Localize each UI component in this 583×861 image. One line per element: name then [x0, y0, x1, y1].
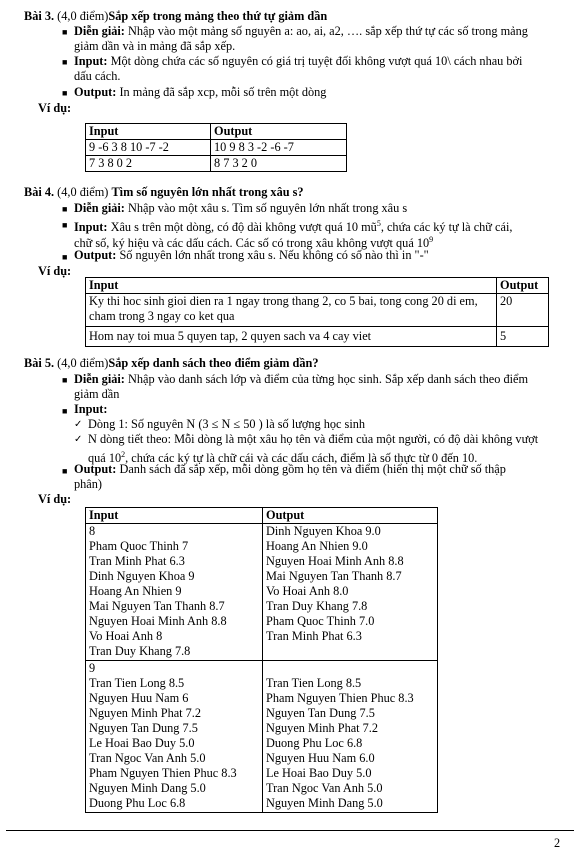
bai4-desc-label: Diễn giải:: [74, 201, 125, 215]
list-item: Nguyen Tan Dung 7.5: [89, 721, 198, 735]
bai3-desc-label: Diễn giải:: [74, 24, 125, 38]
list-item: Tran Duy Khang 7.8: [89, 644, 191, 658]
table-cell-output: 5: [497, 327, 549, 347]
bai5-example-label: Ví dụ:: [38, 492, 72, 506]
bai4-input-text-cont: , chứa các ký tự là chữ cái,: [380, 220, 513, 235]
table-row: [86, 140, 347, 156]
bullet-icon: ■: [62, 466, 68, 476]
list-item: Nguyen Tan Dung 7.5: [266, 706, 375, 720]
bai3-title: Sắp xếp trong mảng theo thứ tự giảm dần: [108, 9, 328, 23]
bai4-output-line: [74, 248, 429, 263]
bai5-input-line2: N dòng tiết theo: Mỗi dòng là một xâu họ tên và điểm của một người, có độ dài không vượt: [88, 432, 539, 446]
table-header-row: [86, 508, 438, 524]
bai3-input-line1: [74, 54, 522, 69]
list-item: Tran Ngoc Van Anh 5.0: [89, 751, 206, 765]
page-number: 2: [554, 836, 561, 850]
bai3-label: Bài 3.: [24, 9, 55, 23]
table-header-input: Input: [86, 508, 263, 524]
table-cell-input: 7 3 8 0 2: [86, 156, 211, 172]
bai3-output-line: [74, 85, 326, 100]
table-row: [86, 156, 347, 172]
table-header-row: [86, 124, 347, 140]
list-item: Nguyen Minh Phat 7.2: [89, 706, 202, 720]
bai4-output-label: Output:: [74, 248, 117, 262]
superscript: 5: [376, 219, 381, 228]
list-item: Pham Nguyen Thien Phuc 8.3: [89, 766, 237, 780]
list-item: Tran Tien Long 8.5: [266, 676, 362, 690]
table-cell-input: Hom nay toi mua 5 quyen tap, 2 quyen sach va 4 cay viet: [86, 327, 497, 347]
bullet-icon: ■: [62, 88, 68, 98]
table-header-output: Output: [497, 278, 549, 294]
bai5-title: Sắp xếp danh sách theo điểm giảm dần?: [108, 356, 319, 370]
checkmark-icon: ✓: [74, 419, 83, 430]
bai3-desc-text: Nhập vào một mảng số nguyên a: ao, ai, a2, …. sắp xếp thứ tự các số trong mảng: [127, 24, 528, 38]
bai3-output-text: In mảng đã sắp xcp, mỗi số trên một dòng: [119, 85, 327, 99]
bullet-icon: ■: [62, 57, 68, 67]
table-header-input: Input: [86, 278, 497, 294]
list-item: Vo Hoai Anh 8: [89, 629, 163, 643]
list-item: Le Hoai Bao Duy 5.0: [89, 736, 195, 750]
list-item: 8: [89, 524, 96, 538]
table-header-input: Input: [86, 124, 211, 140]
bai3-example-label: Ví dụ:: [38, 101, 72, 115]
list-item: Duong Phu Loc 6.8: [89, 796, 186, 810]
bai5-heading: [24, 356, 319, 371]
bai3-points: (4,0 điểm): [57, 9, 109, 23]
list-item: Pham Quoc Thinh 7: [89, 539, 189, 553]
bai4-input-label: Input:: [74, 220, 108, 235]
list-item: Nguyen Hoai Minh Anh 8.8: [89, 614, 227, 628]
checkmark-icon: ✓: [74, 434, 83, 445]
bai5-desc-text: Nhập vào danh sách lớp và điểm của từng học sinh. Sắp xếp danh sách theo điểm: [127, 372, 529, 386]
bai5-label: Bài 5.: [24, 356, 55, 370]
bai5-output-text: Danh sách đã sắp xếp, mỗi dòng gồm họ tên và điểm (hiển thị một chữ số thập: [119, 462, 506, 476]
table-row: [86, 294, 549, 327]
bullet-icon: ■: [62, 27, 68, 37]
bai3-input-text: Một dòng chứa các số nguyên có giá trị tuyệt đối không vượt quá 10\ cách nhau bởi: [110, 54, 523, 68]
table-cell-output: [263, 661, 438, 813]
bai3-input-label: Input:: [74, 54, 108, 68]
list-item: Tran Ngoc Van Anh 5.0: [266, 781, 383, 795]
bai4-label: Bài 4.: [24, 185, 55, 199]
bai4-heading: [24, 185, 304, 200]
bai5-output-line2: phân): [74, 477, 102, 491]
list-item: Nguyen Huu Nam 6.0: [266, 751, 375, 765]
list-item: Dinh Nguyen Khoa 9: [89, 569, 195, 583]
list-item: Pham Quoc Thinh 7.0: [266, 614, 375, 628]
list-item: Tran Duy Khang 7.8: [266, 599, 368, 613]
table-row: [86, 524, 438, 661]
bai3-example-table: [85, 123, 347, 172]
table-cell-input: [86, 661, 263, 813]
bullet-icon: ■: [62, 220, 68, 230]
table-header-row: [86, 278, 549, 294]
bai4-example-table: [85, 277, 549, 347]
list-item: Tran Minh Phat 6.3: [266, 629, 362, 643]
bai4-desc-line: [74, 201, 407, 216]
list-item: Hoang An Nhien 9.0: [266, 539, 368, 553]
bai4-output-text: Số nguyên lớn nhất trong xâu s. Nếu không có số nào thì in "-": [119, 248, 429, 262]
bai3-output-label: Output:: [74, 85, 117, 99]
bai5-output-line1: [74, 462, 506, 477]
bullet-icon: ■: [62, 204, 68, 214]
bai4-example-label: Ví dụ:: [38, 264, 72, 278]
table-cell-input: 9 -6 3 8 10 -7 -2: [86, 140, 211, 156]
bai4-desc-text: Nhập vào một xâu s. Tìm số nguyên lớn nhất trong xâu s: [127, 201, 408, 215]
bai4-points: (4,0 điểm): [57, 185, 109, 199]
bai3-heading: [24, 9, 327, 24]
list-item: Duong Phu Loc 6.8: [266, 736, 363, 750]
bai5-desc-label: Diễn giải:: [74, 372, 125, 386]
table-header-output: Output: [211, 124, 347, 140]
table-cell-output: [263, 524, 438, 661]
list-item: Dinh Nguyen Khoa 9.0: [266, 524, 381, 538]
bullet-icon: ■: [62, 252, 68, 262]
list-item: Hoang An Nhien 9: [89, 584, 182, 598]
bai5-example-table: [85, 507, 438, 813]
list-item: Nguyen Huu Nam 6: [89, 691, 189, 705]
list-item: Tran Tien Long 8.5: [89, 676, 185, 690]
list-item: Tran Minh Phat 6.3: [89, 554, 185, 568]
table-header-output: Output: [263, 508, 438, 524]
bai4-input-text: Xâu s trên một dòng, có độ dài không vượt quá 10 mũ: [110, 220, 377, 235]
bai4-input-text-2: chữ số, ký hiệu và các dấu cách. Các số có trong xâu không vượt quá 10: [74, 236, 430, 251]
bai3-desc-line2: giảm dần và in mảng đã sắp xếp.: [74, 39, 236, 53]
list-item: Mai Nguyen Tan Thanh 8.7: [266, 569, 402, 583]
bai5-input-label: Input:: [74, 402, 108, 416]
bai3-desc-line1: [74, 24, 528, 39]
bai5-points: (4,0 điểm): [57, 356, 109, 370]
list-item: Nguyen Minh Dang 5.0: [89, 781, 206, 795]
table-cell-output: 10 9 8 3 -2 -6 -7: [211, 140, 347, 156]
table-cell-input: [86, 524, 263, 661]
list-item: Nguyen Minh Phat 7.2: [266, 721, 379, 735]
superscript: 2: [121, 450, 126, 459]
bai5-output-label: Output:: [74, 462, 117, 476]
list-item: Nguyen Hoai Minh Anh 8.8: [266, 554, 404, 568]
list-item: 9: [89, 661, 96, 675]
list-item: Nguyen Minh Dang 5.0: [266, 796, 383, 810]
table-cell-output: 8 7 3 2 0: [211, 156, 347, 172]
bai5-input-text-cont: , chứa các ký tự là chữ cái và các dấu cách, điểm là số thực từ 0 đến 10.: [125, 451, 478, 466]
table-cell-output: 20: [497, 294, 549, 327]
list-item: Le Hoai Bao Duy 5.0: [266, 766, 372, 780]
bullet-icon: ■: [62, 406, 68, 416]
bai5-input-text: quá 10: [88, 451, 122, 466]
table-row: [86, 327, 549, 347]
bai3-input-line2: dấu cách.: [74, 69, 121, 83]
list-item: Vo Hoai Anh 8.0: [266, 584, 349, 598]
table-cell-input: Ky thi hoc sinh gioi dien ra 1 ngay trong thang 2, co 5 bai, tong cong 20 di em, cham trong 3 ngay co ket qua: [86, 294, 497, 327]
superscript: 9: [429, 235, 434, 244]
footer-divider: [6, 830, 574, 831]
table-row: [86, 661, 438, 813]
bai4-title: Tìm số nguyên lớn nhất trong xâu s?: [111, 185, 304, 199]
list-item: Pham Nguyen Thien Phuc 8.3: [266, 691, 414, 705]
bai5-input-line1: Dòng 1: Số nguyên N (3 ≤ N ≤ 50 ) là số lượng học sinh: [88, 417, 366, 431]
bai5-desc-line1: [74, 372, 528, 387]
bai5-desc-line2: giảm dần: [74, 387, 120, 401]
bullet-icon: ■: [62, 375, 68, 385]
list-item: Mai Nguyen Tan Thanh 8.7: [89, 599, 225, 613]
list-item: [266, 661, 434, 676]
